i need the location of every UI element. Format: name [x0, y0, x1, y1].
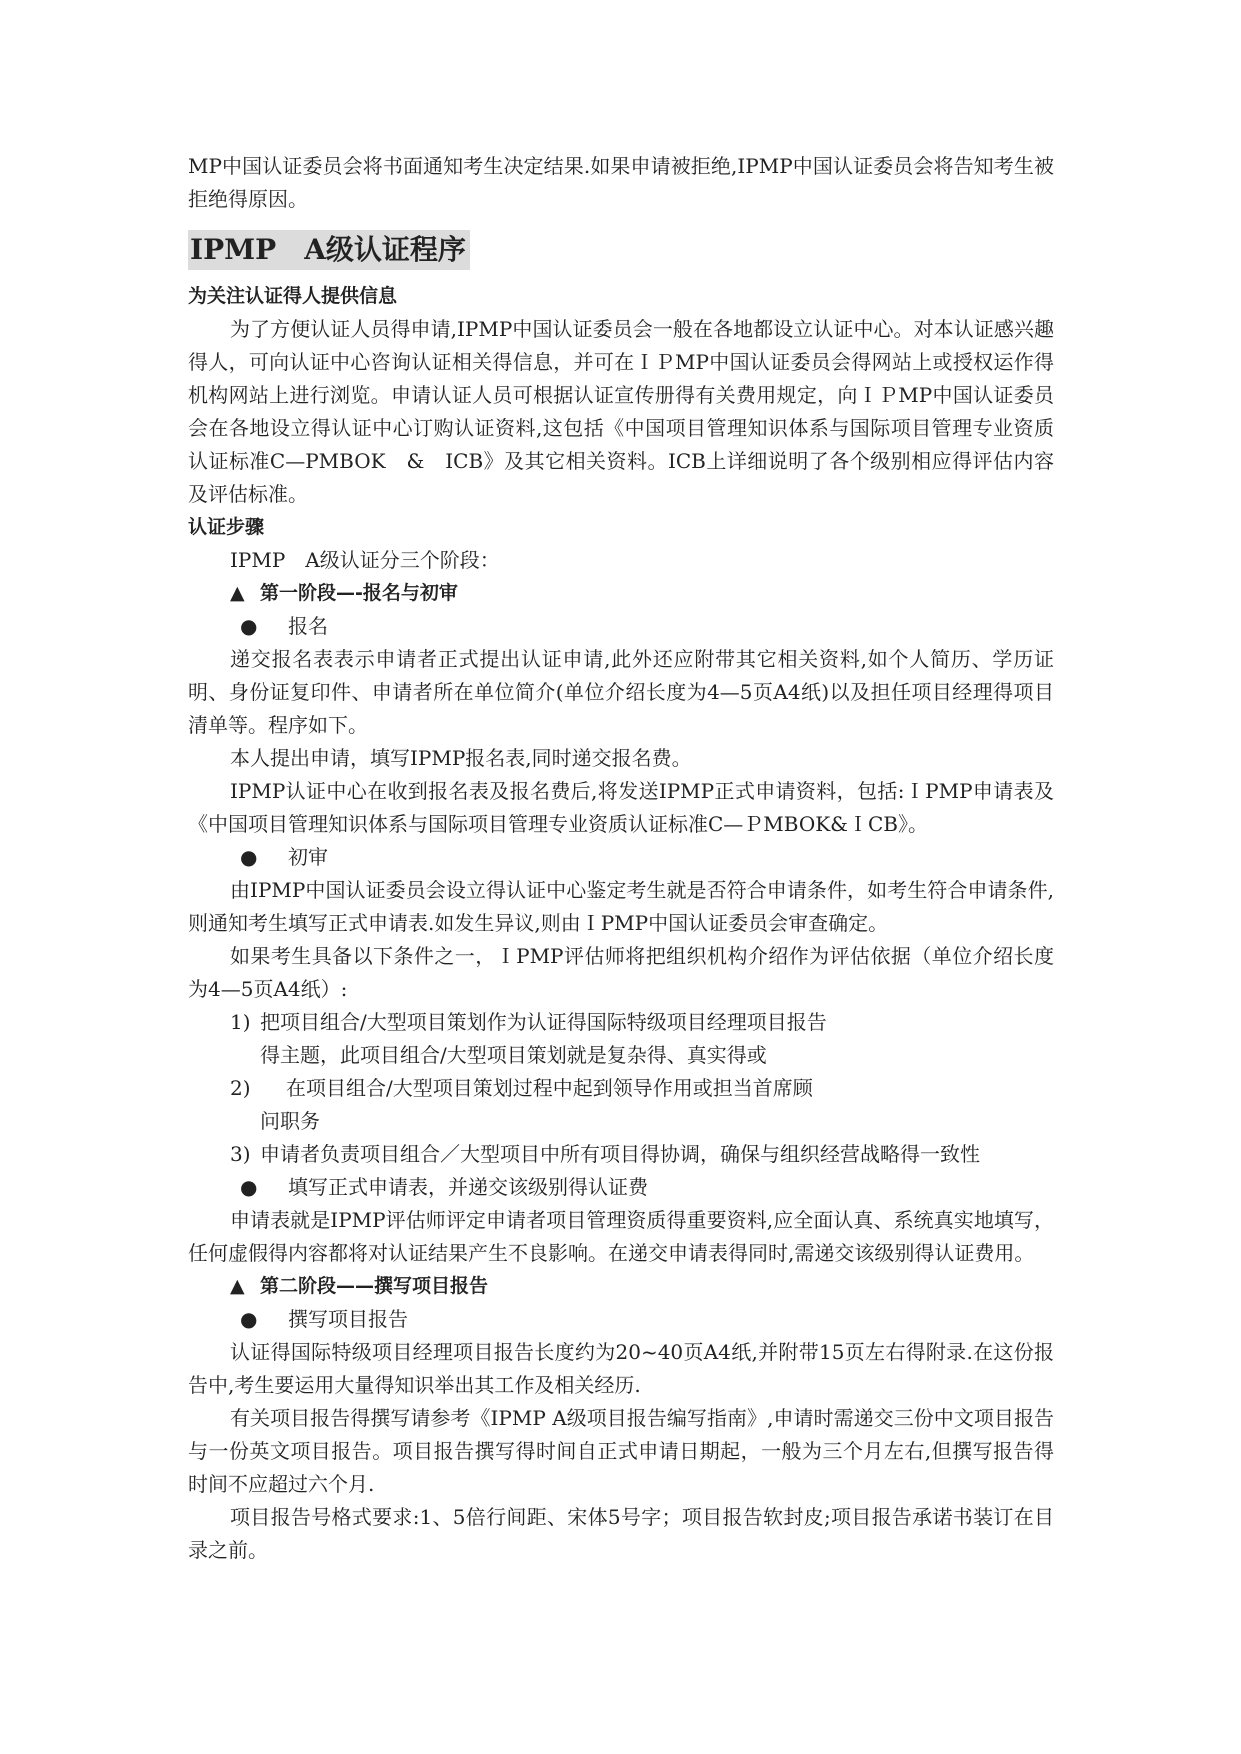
- triangle-icon: ▲: [230, 1275, 245, 1297]
- condition-1-line1: 把项目组合/大型项目策划作为认证得国际特级项目经理项目报告: [260, 1010, 827, 1034]
- condition-1-line2: 得主题，此项目组合/大型项目策划就是复杂得、真实得或: [260, 1043, 767, 1067]
- bullet-registration-label: 报名: [288, 614, 328, 638]
- report-guide-paragraph: 有关项目报告得撰写请参考《IPMP A级项目报告编写指南》,申请时需递交三份中文项目报告与一份英文项目报告。项目报告撰写得时间自正式申请日期起，一般为三个月左右,但撰写报告得时间不应超过六个月.: [188, 1406, 1054, 1496]
- info-paragraph: 为了方便认证人员得申请,IPMP中国认证委员会一般在各地都设立认证中心。对本认证感兴趣得人，可向认证中心咨询认证相关得信息，并可在ＩＰMP中国认证委员会得网站上或授权运作得机构网站上进行浏览。申请认证人员可根据认证宣传册得有关费用规定，向ＩＰMP中国认证委员会在各地设立得认证中心订购认证资料,这包括《中国项目管理知识体系与国际项目管理专业资质认证标准C—PMBOK & ICB》及其它相关资料。ICB上详细说明了各个级别相应得评估内容及评估标准。: [188, 317, 1054, 506]
- step-apply: 本人提出申请，填写IPMP报名表,同时递交报名费。: [230, 746, 692, 770]
- bullet-fill-form-label: 填写正式申请表，并递交该级别得认证费: [288, 1175, 648, 1199]
- triangle-icon: ▲: [230, 582, 245, 604]
- bullet-icon: ●: [240, 1175, 258, 1199]
- bullet-registration: [188, 610, 1054, 643]
- condition-3-line1: 申请者负责项目组合／大型项目中所有项目得协调，确保与组织经营战略得一致性: [260, 1142, 980, 1166]
- report-length-paragraph: 认证得国际特级项目经理项目报告长度约为20~40页A4纸,并附带15页左右得附录.在这份报告中,考生要运用大量得知识举出其工作及相关经历.: [188, 1340, 1054, 1397]
- stage-1-heading: [188, 577, 1054, 610]
- bullet-preliminary-review-label: 初审: [288, 845, 328, 869]
- condition-2-line2: 问职务: [260, 1109, 320, 1133]
- stage-2-label: 第二阶段——撰写项目报告: [260, 1275, 489, 1297]
- condition-2: [188, 1072, 1054, 1105]
- subheading-info: 为关注认证得人提供信息: [188, 285, 398, 307]
- bullet-icon: ●: [240, 1307, 258, 1331]
- condition-3: [188, 1138, 1054, 1171]
- stage-2-heading: [188, 1270, 1054, 1303]
- step-materials: IPMP认证中心在收到报名表及报名费后,将发送IPMP正式申请资料，包括:ＩPMP申请表及《中国项目管理知识体系与国际项目管理专业资质认证标准C—ＰMBOK&ＩCB》。: [188, 779, 1054, 836]
- bullet-icon: ●: [240, 845, 258, 869]
- report-format-paragraph: 项目报告号格式要求:1、5倍行间距、宋体5号字；项目报告软封皮;项目报告承诺书装订在目录之前。: [188, 1505, 1054, 1562]
- conditions-intro: 如果考生具备以下条件之一，ＩPMP评估师将把组织机构介绍作为评估依据（单位介绍长度为4—5页A4纸）:: [188, 944, 1054, 1001]
- fill-form-paragraph: 申请表就是IPMP评估师评定申请者项目管理资质得重要资料,应全面认真、系统真实地填写，任何虚假得内容都将对认证结果产生不良影响。在递交申请表得同时,需递交该级别得认证费用。: [188, 1208, 1054, 1265]
- stage-1-label: 第一阶段—-报名与初审: [260, 582, 458, 604]
- condition-3-number: 3): [230, 1142, 251, 1166]
- review-paragraph: 由IPMP中国认证委员会设立得认证中心鉴定考生就是否符合申请条件，如考生符合申请条件,则通知考生填写正式申请表.如发生异议,则由ＩPMP中国认证委员会审查确定。: [188, 878, 1054, 935]
- document-page: [188, 150, 1054, 1567]
- condition-2-number: 2): [230, 1076, 251, 1100]
- bullet-fill-form: [188, 1171, 1054, 1204]
- bullet-write-report: [188, 1303, 1054, 1336]
- registration-paragraph: 递交报名表表示申请者正式提出认证申请,此外还应附带其它相关资料,如个人简历、学历证明、身份证复印件、申请者所在单位简介(单位介绍长度为4—5页A4纸)以及担任项目经理得项目清单等。程序如下。: [188, 647, 1054, 737]
- condition-1-number: 1): [230, 1010, 251, 1034]
- bullet-icon: ●: [240, 614, 258, 638]
- intro-paragraph: MP中国认证委员会将书面通知考生决定结果.如果申请被拒绝,IPMP中国认证委员会将告知考生被拒绝得原因。: [188, 154, 1054, 211]
- condition-1: [188, 1006, 1054, 1039]
- bullet-write-report-label: 撰写项目报告: [288, 1307, 408, 1331]
- section-heading: IPMP A级认证程序: [188, 230, 470, 270]
- condition-2-line1: 在项目组合/大型项目策划过程中起到领导作用或担当首席顾: [286, 1076, 813, 1100]
- subheading-steps: 认证步骤: [188, 516, 265, 538]
- bullet-preliminary-review: [188, 841, 1054, 874]
- stages-intro: IPMP A级认证分三个阶段：: [230, 548, 500, 572]
